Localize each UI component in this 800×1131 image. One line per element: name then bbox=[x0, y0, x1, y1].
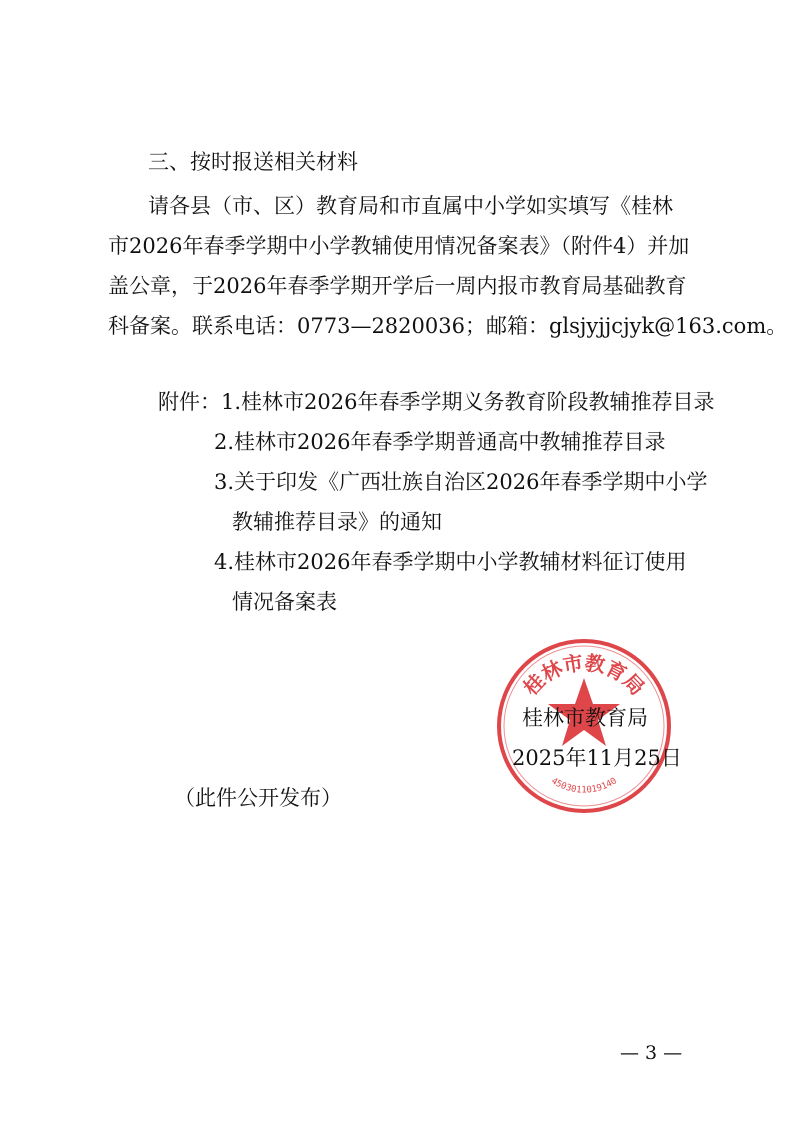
signature-org: 桂林市教育局 bbox=[522, 706, 648, 730]
attachment-line-6: 情况备案表 bbox=[232, 590, 337, 614]
attachment-line-3: 3.关于印发《广西壮族自治区2026年春季学期中小学 bbox=[214, 470, 708, 494]
public-release-notice: （此件公开发布） bbox=[174, 786, 342, 810]
seal-top-text: 桂林市教育局 bbox=[518, 650, 650, 700]
seal-number: 4503011019140 bbox=[549, 776, 619, 796]
attachment-line-4: 教辅推荐目录》的通知 bbox=[232, 510, 442, 534]
paragraph-line-1: 请各县（市、区）教育局和市直属中小学如实填写《桂林 bbox=[148, 194, 673, 218]
attachment-line-2: 2.桂林市2026年春季学期普通高中教辅推荐目录 bbox=[214, 430, 666, 454]
paragraph-line-4: 科备案。联系电话：0773—2820036；邮箱：glsjyjjcjyk@163.com。 bbox=[108, 314, 788, 338]
paragraph-line-3: 盖公章，于2026年春季学期开学后一周内报市教育局基础教育 bbox=[108, 274, 687, 298]
section-heading: 三、按时报送相关材料 bbox=[148, 150, 358, 174]
page-number: — 3 — bbox=[620, 1042, 683, 1064]
paragraph-line-2: 市2026年春季学期中小学教辅使用情况备案表》（附件4）并加 bbox=[108, 234, 690, 258]
signature-date: 2025年11月25日 bbox=[512, 746, 682, 770]
attachment-line-5: 4.桂林市2026年春季学期中小学教辅材料征订使用 bbox=[214, 550, 687, 574]
attachment-line-1: 附件：1.桂林市2026年春季学期义务教育阶段教辅推荐目录 bbox=[158, 390, 715, 414]
